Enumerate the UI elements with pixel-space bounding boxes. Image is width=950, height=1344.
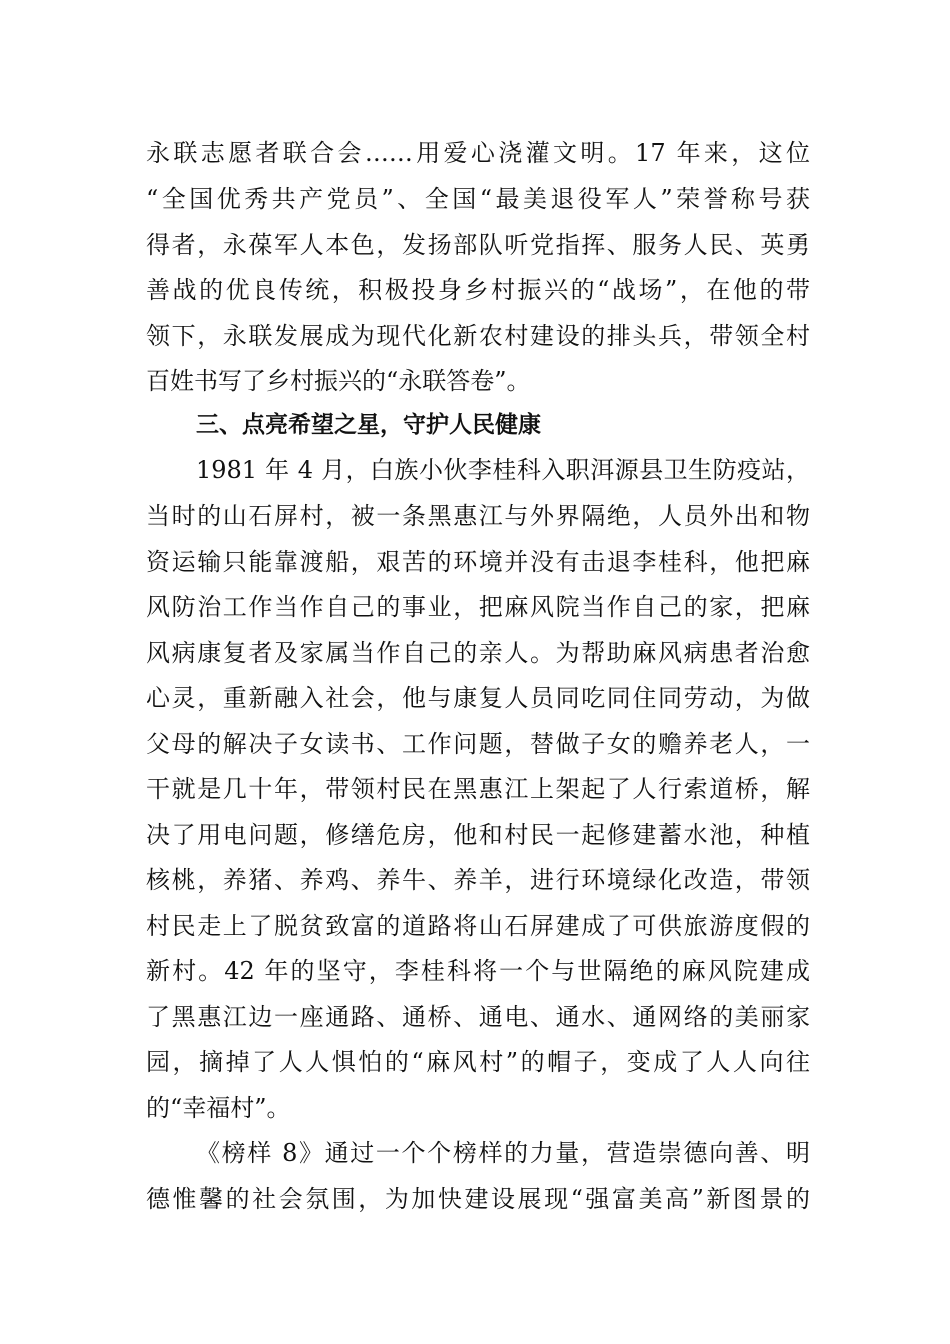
- paragraph-line: 当时的山石屏村，被一条黑惠江与外界隔绝，人员外出和物: [146, 502, 810, 530]
- paragraph-line: 新村。42 年的坚守，李桂科将一个与世隔绝的麻风院建成: [146, 957, 810, 985]
- paragraph-line: 园，摘掉了人人惧怕的“麻风村”的帽子，变成了人人向往: [146, 1048, 810, 1076]
- paragraph-line: “全国优秀共产党员”、全国“最美退役军人”荣誉称号获: [146, 185, 810, 213]
- paragraph-line: 风病康复者及家属当作自己的亲人。为帮助麻风病患者治愈: [146, 639, 810, 667]
- paragraph-line: 得者，永葆军人本色，发扬部队听党指挥、服务人民、英勇: [146, 231, 810, 259]
- paragraph-line: 领下，永联发展成为现代化新农村建设的排头兵，带领全村: [146, 322, 810, 350]
- paragraph-line: 干就是几十年，带领村民在黑惠江上架起了人行索道桥，解: [146, 775, 810, 803]
- paragraph-line: 心灵，重新融入社会，他与康复人员同吃同住同劳动，为做: [146, 684, 810, 712]
- paragraph-line: 村民走上了脱贫致富的道路将山石屏建成了可供旅游度假的: [146, 912, 810, 940]
- paragraph-line: 父母的解决子女读书、工作问题，替做子女的赡养老人，一: [146, 730, 810, 758]
- section-heading: 三、点亮希望之星，守护人民健康: [196, 412, 541, 438]
- paragraph-line: 1981 年 4 月，白族小伙李桂科入职洱源县卫生防疫站，: [196, 456, 810, 484]
- paragraph-line: 资运输只能靠渡船，艰苦的环境并没有击退李桂科，他把麻: [146, 548, 810, 576]
- paragraph-line: 的“幸福村”。: [146, 1094, 291, 1122]
- paragraph-line: 核桃，养猪、养鸡、养牛、养羊，进行环境绿化改造，带领: [146, 866, 810, 894]
- paragraph-line: 《榜样 8》通过一个个榜样的力量，营造崇德向善、明: [196, 1139, 810, 1167]
- paragraph-line: 永联志愿者联合会……用爱心浇灌文明。17 年来，这位: [146, 139, 810, 167]
- paragraph-line: 了黑惠江边一座通路、通桥、通电、通水、通网络的美丽家: [146, 1003, 810, 1031]
- paragraph-line: 德惟馨的社会氛围，为加快建设展现“强富美高”新图景的: [146, 1185, 810, 1213]
- paragraph-line: 决了用电问题，修缮危房，他和村民一起修建蓄水池，种植: [146, 821, 810, 849]
- paragraph-line: 善战的优良传统，积极投身乡村振兴的“战场”，在他的带: [146, 276, 810, 304]
- paragraph-line: 风防治工作当作自己的事业，把麻风院当作自己的家，把麻: [146, 593, 810, 621]
- paragraph-line: 百姓书写了乡村振兴的“永联答卷”。: [146, 367, 531, 395]
